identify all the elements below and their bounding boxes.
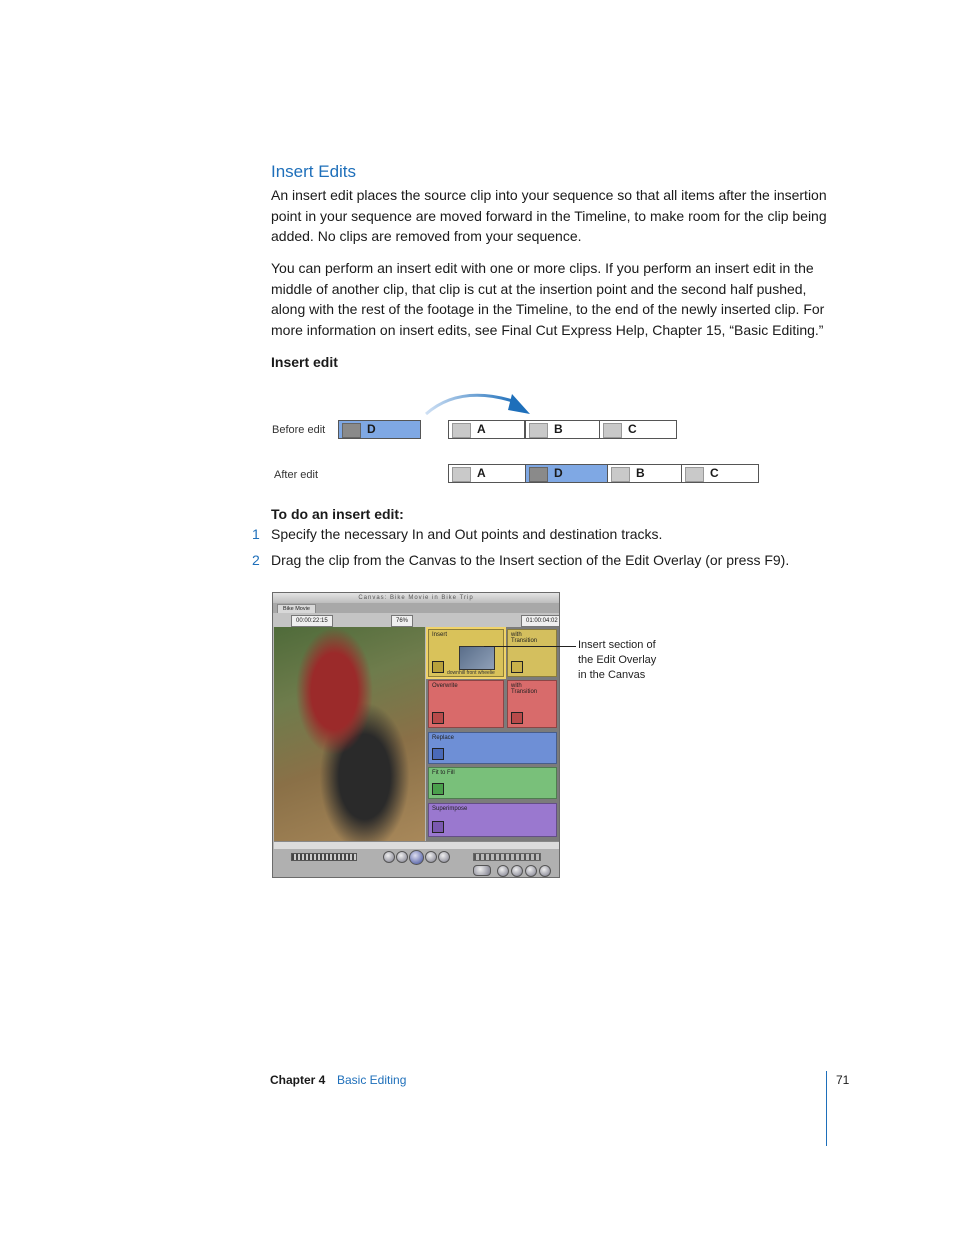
overlay-overwrite-with-transition[interactable]: with Transition (507, 680, 557, 728)
prev-edit-button[interactable] (396, 851, 408, 863)
add-marker-button[interactable] (511, 865, 523, 877)
timecode-duration[interactable]: 00:00:22:15 (291, 615, 333, 627)
overlay-superimpose[interactable]: Superimpose (428, 803, 557, 837)
after-clip-c: C (681, 464, 759, 483)
next-edit-button[interactable] (425, 851, 437, 863)
step-1-number: 1 (252, 526, 260, 542)
step-1-text: Specify the necessary In and Out points and destination tracks. (271, 526, 663, 542)
intro-paragraph: An insert edit places the source clip into your sequence so that all items after the insertion point in your sequence are moved forward in the Timeline, to make room for the clip being added. No clips are removed from your sequence. (271, 187, 827, 244)
shuttle-control[interactable] (291, 853, 357, 861)
match-frame-button[interactable] (473, 865, 491, 876)
overlay-replace[interactable]: Replace (428, 732, 557, 764)
play-button[interactable] (409, 850, 424, 865)
footer-divider (826, 1071, 827, 1146)
replace-icon (432, 748, 444, 760)
canvas-window (272, 592, 560, 878)
before-clip-b: B (525, 420, 600, 439)
before-edit-label: Before edit (272, 424, 326, 436)
diagram-title: Insert edit (271, 354, 338, 370)
step-2-text: Drag the clip from the Canvas to the Insert section of the Edit Overlay (or press F9). (271, 552, 790, 568)
insert-icon (432, 661, 444, 673)
video-frame (274, 627, 425, 841)
transport-controls (273, 849, 559, 878)
mark-in-button[interactable] (525, 865, 537, 877)
edit-overlay (426, 627, 559, 841)
overwrite-icon (432, 712, 444, 724)
jog-control[interactable] (473, 853, 541, 861)
out-point-button[interactable] (438, 851, 450, 863)
callout-line (484, 646, 576, 647)
insert-arrow (420, 388, 540, 424)
in-point-button[interactable] (383, 851, 395, 863)
after-clip-d: D (525, 464, 608, 483)
dragged-clip-thumbnail[interactable] (459, 646, 495, 670)
after-clip-b: B (607, 464, 682, 483)
page-number: 71 (836, 1073, 850, 1087)
timecode-bar (273, 613, 559, 627)
after-clip-a: A (448, 464, 526, 483)
footer-chapter: Chapter 4 (270, 1073, 326, 1087)
callout-text: Insert section of the Edit Overlay in the Canvas (578, 639, 657, 681)
tab-bike-movie[interactable]: Bike Movie (277, 604, 316, 614)
overlay-fit-to-fill[interactable]: Fit to Fill (428, 767, 557, 799)
insert-transition-icon (511, 661, 523, 673)
mark-clip-button[interactable] (497, 865, 509, 877)
mark-out-button[interactable] (539, 865, 551, 877)
after-edit-label: After edit (274, 469, 319, 481)
canvas-titlebar: Canvas: Bike Movie in Bike Trip (273, 593, 559, 603)
fit-to-fill-icon (432, 783, 444, 795)
footer-chapter-title: Basic Editing (337, 1073, 407, 1087)
superimpose-icon (432, 821, 444, 833)
steps-heading: To do an insert edit: (271, 506, 404, 522)
overlay-insert-with-transition[interactable]: with Transition (507, 629, 557, 677)
section-heading: Insert Edits (271, 162, 357, 181)
before-clip-c: C (599, 420, 677, 439)
timecode-current[interactable]: 01:00:04:02 (521, 615, 560, 627)
step-2-number: 2 (252, 552, 260, 568)
overlay-insert[interactable]: Insert downhill front wheelie (428, 629, 504, 677)
overlay-overwrite[interactable]: Overwrite (428, 680, 504, 728)
detail-paragraph: You can perform an insert edit with one or more clips. If you perform an insert edit in the middle of another clip, that clip is cut at the insertion point and the second half pushed, along with the rest of the footage in the Timeline, to the end of the newly inserted clip. For more information on insert edits, see Final Cut Express Help, Chapter 15, “Basic Editing.” (271, 260, 825, 338)
before-clip-a: A (448, 420, 525, 439)
source-clip-d: D (338, 420, 421, 439)
overwrite-transition-icon (511, 712, 523, 724)
zoom-popup[interactable]: 76% (391, 615, 413, 627)
